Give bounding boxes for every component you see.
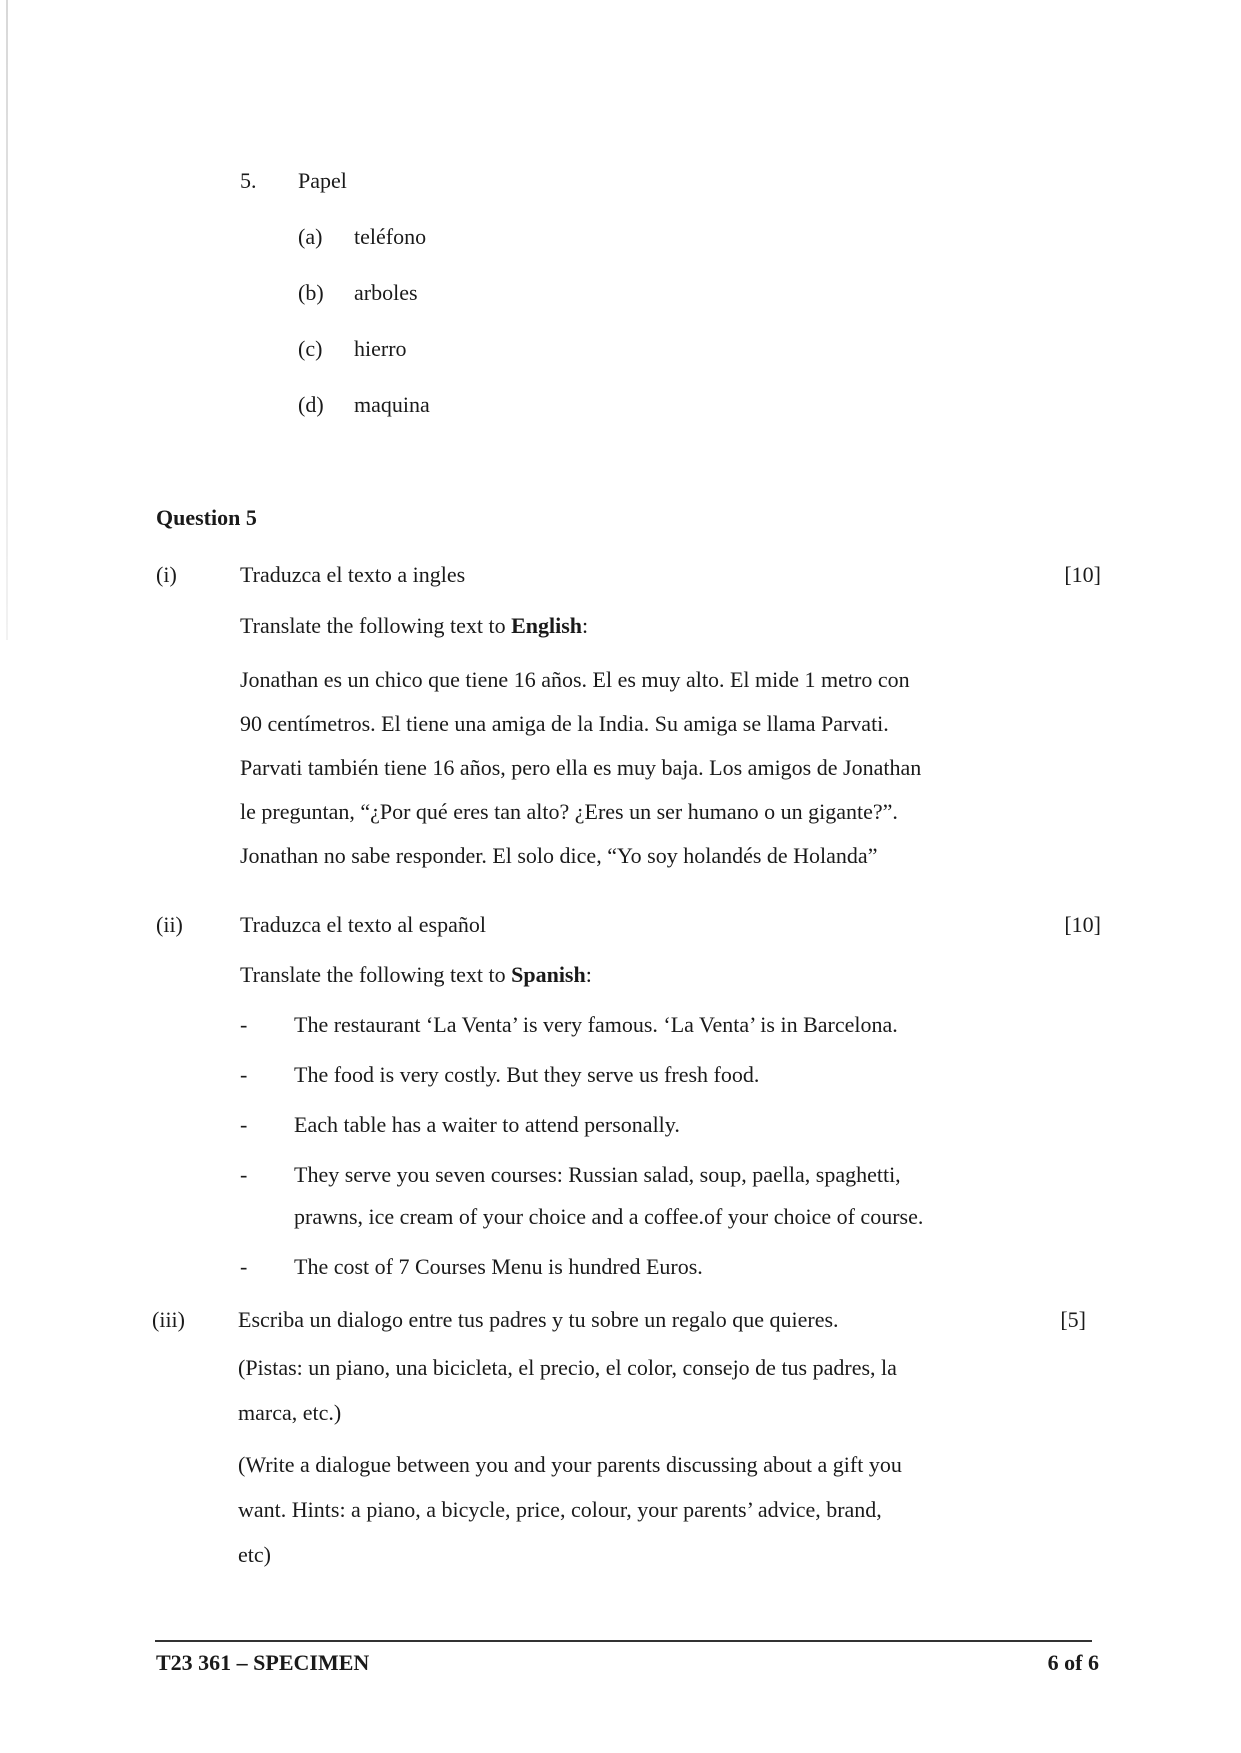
passage-line: 90 centímetros. El tiene una amiga de la India. Su amiga se llama Parvati.	[240, 711, 889, 736]
bullet-marker: -	[240, 1162, 248, 1187]
part-i-marks: [10]	[1064, 562, 1101, 587]
part-ii-instruction-en: Translate the following text to Spanish:	[240, 962, 592, 987]
scan-edge-line	[6, 0, 8, 640]
option-letter: (d)	[298, 392, 324, 417]
bullet-text: Each table has a waiter to attend personally.	[294, 1112, 680, 1137]
item-word: Papel	[298, 168, 347, 193]
option-letter: (b)	[298, 280, 324, 305]
option-letter: (c)	[298, 336, 323, 361]
option-text: maquina	[354, 392, 430, 417]
passage-line: Parvati también tiene 16 años, pero ella es muy baja. Los amigos de Jonathan	[240, 755, 922, 780]
passage-line: le preguntan, “¿Por qué eres tan alto? ¿Eres un ser humano o un gigante?”.	[240, 799, 898, 824]
option-text: arboles	[354, 280, 418, 305]
bullet-marker: -	[240, 1112, 248, 1137]
part-iii-label: (iii)	[152, 1307, 185, 1332]
part-i-label: (i)	[156, 562, 177, 587]
part-ii-marks: [10]	[1064, 912, 1101, 937]
option-text: teléfono	[354, 224, 427, 249]
passage-line: Jonathan no sabe responder. El solo dice, “Yo soy holandés de Holanda”	[240, 843, 878, 868]
hint-en-line: want. Hints: a piano, a bicycle, price, colour, your parents’ advice, brand,	[238, 1497, 882, 1522]
bullet-text: They serve you seven courses: Russian salad, soup, paella, spaghetti,	[294, 1162, 901, 1187]
hint-en-line: etc)	[238, 1542, 271, 1567]
part-i-instruction-es: Traduzca el texto a ingles	[240, 562, 466, 587]
bullet-text: The food is very costly. But they serve us fresh food.	[294, 1062, 760, 1087]
bullet-marker: -	[240, 1062, 248, 1087]
bullet-text: The restaurant ‘La Venta’ is very famous. ‘La Venta’ is in Barcelona.	[294, 1012, 898, 1037]
footer-rule	[155, 1640, 1092, 1642]
footer-page-number: 6 of 6	[1047, 1650, 1099, 1675]
hint-es-line: (Pistas: un piano, una bicicleta, el precio, el color, consejo de tus padres, la	[238, 1355, 897, 1380]
question-heading: Question 5	[156, 505, 257, 530]
bullet-text: The cost of 7 Courses Menu is hundred Euros.	[294, 1254, 703, 1279]
option-text: hierro	[354, 336, 407, 361]
passage-line: Jonathan es un chico que tiene 16 años. El es muy alto. El mide 1 metro con	[240, 667, 910, 692]
bullet-text-continued: prawns, ice cream of your choice and a coffee.of your choice of course.	[294, 1204, 924, 1229]
part-iii-marks: [5]	[1060, 1307, 1086, 1332]
item-number: 5.	[240, 168, 257, 193]
part-ii-instruction-es: Traduzca el texto al español	[240, 912, 486, 937]
part-iii-instruction-es: Escriba un dialogo entre tus padres y tu sobre un regalo que quieres.	[238, 1307, 839, 1332]
part-i-instruction-en: Translate the following text to English:	[240, 613, 589, 638]
hint-es-line: marca, etc.)	[238, 1400, 342, 1425]
bullet-marker: -	[240, 1254, 248, 1279]
part-ii-label: (ii)	[156, 912, 183, 937]
option-letter: (a)	[298, 224, 323, 249]
bullet-marker: -	[240, 1012, 248, 1037]
hint-en-line: (Write a dialogue between you and your parents discussing about a gift you	[238, 1452, 902, 1477]
footer-code: T23 361 – SPECIMEN	[156, 1650, 370, 1675]
